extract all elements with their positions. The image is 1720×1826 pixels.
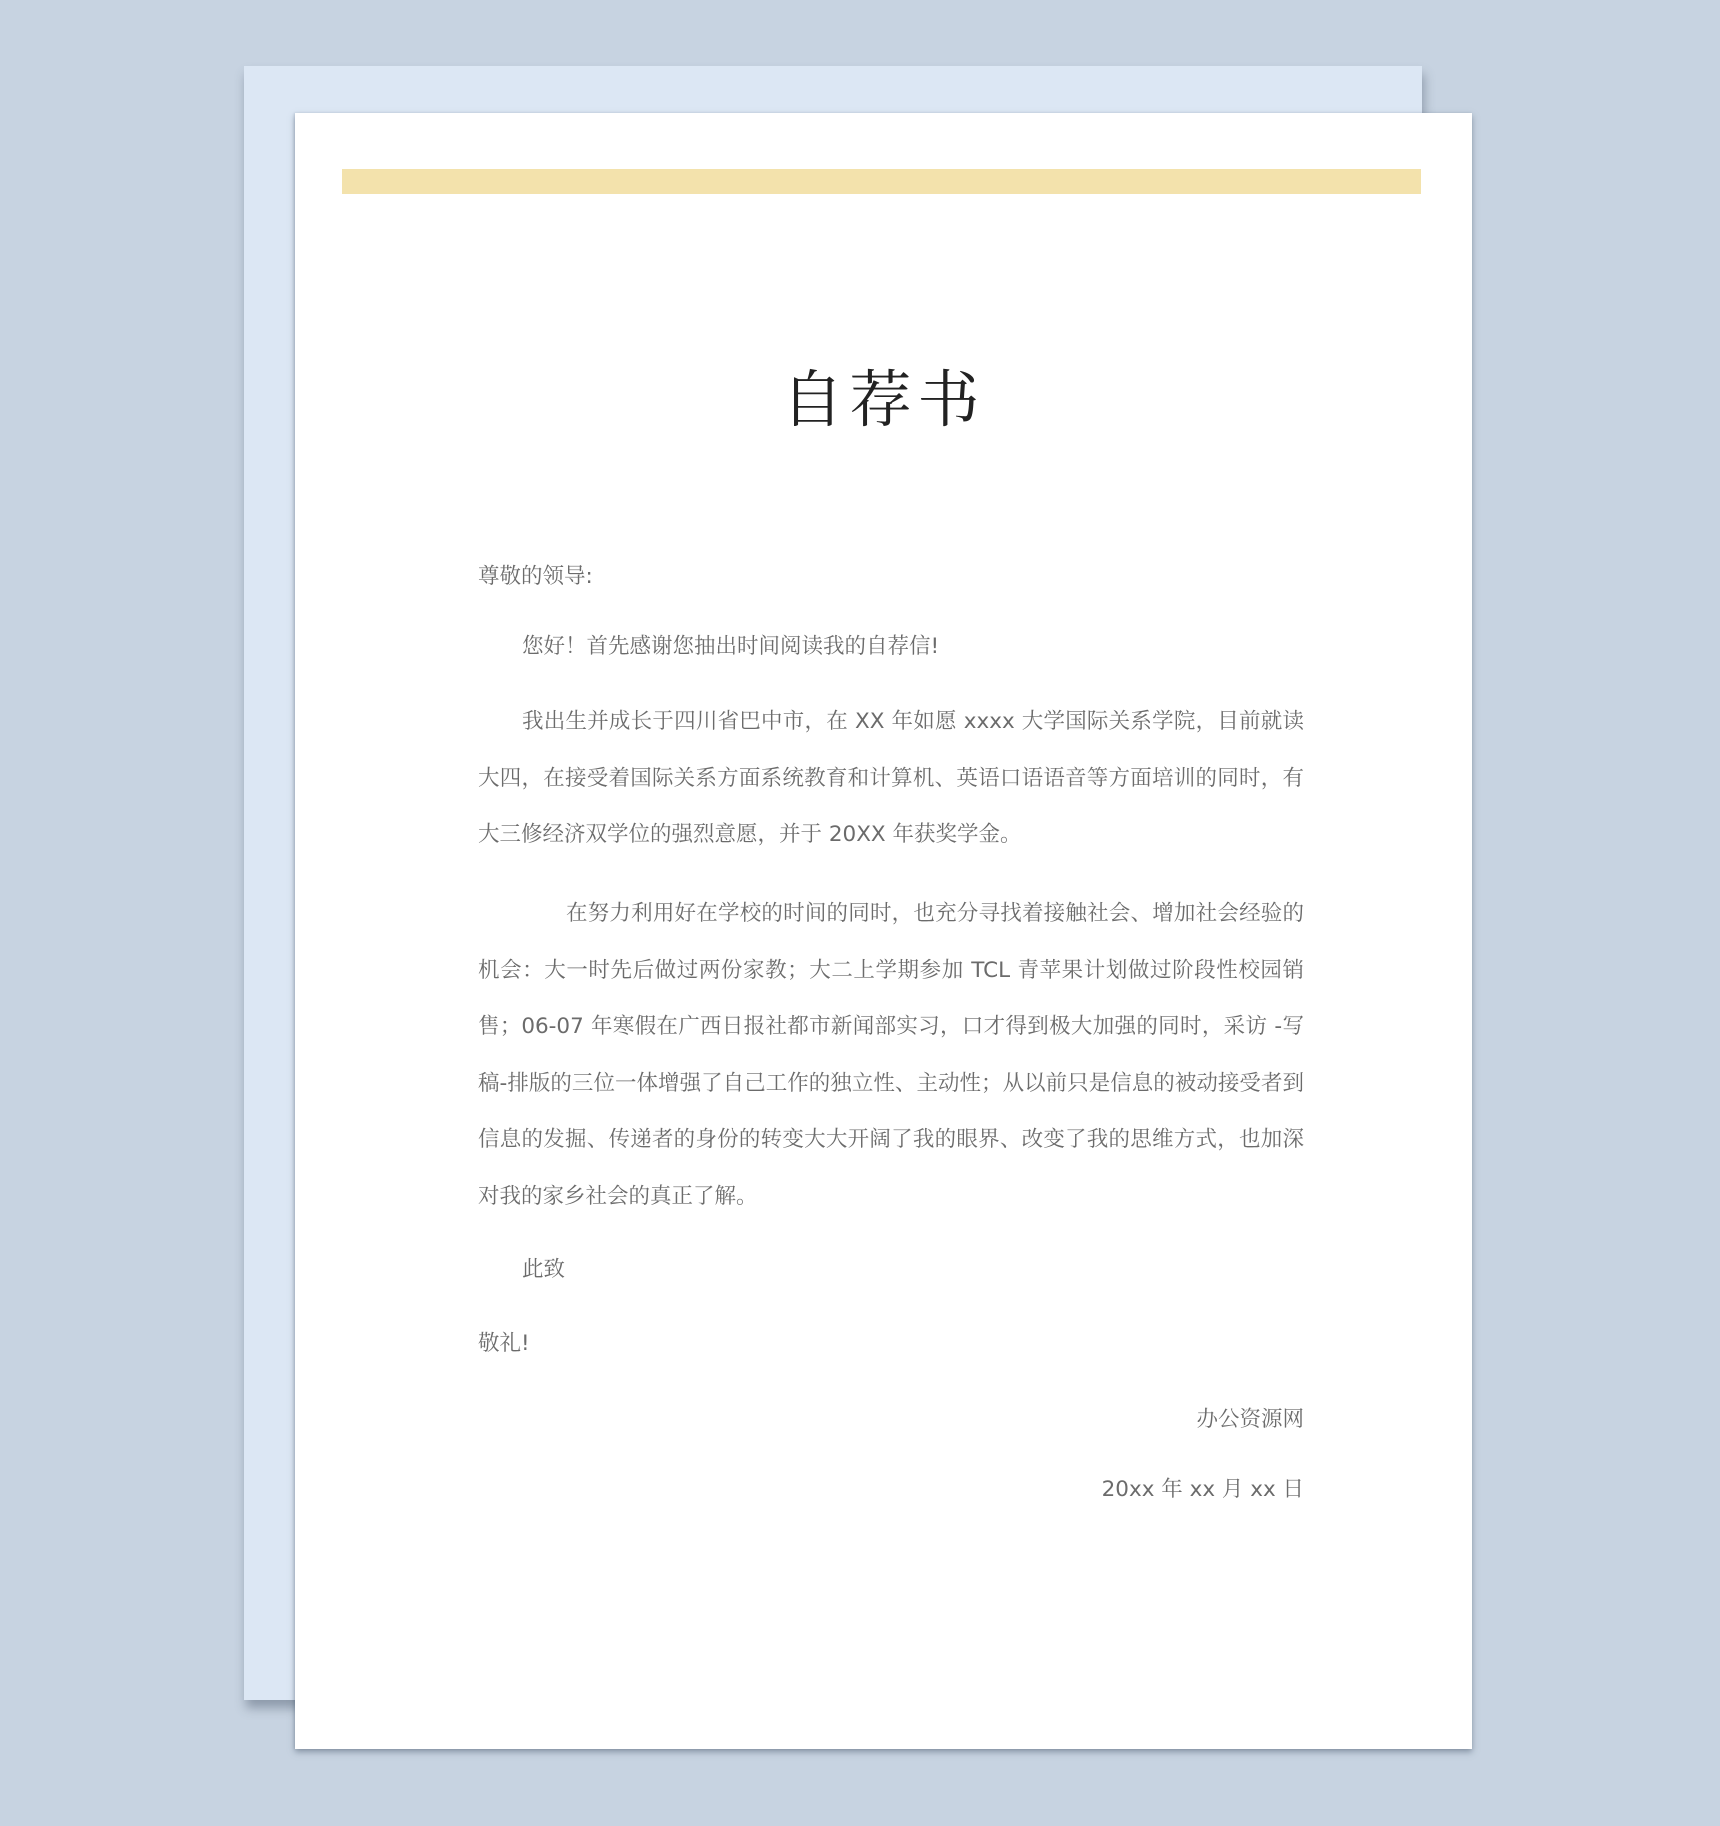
closing-line: 此致 bbox=[522, 1257, 566, 1282]
regards-line: 敬礼! bbox=[478, 1331, 530, 1356]
signature: 办公资源网 bbox=[1196, 1407, 1304, 1432]
paragraph-experience: 在努力利用好在学校的时间的同时，也充分寻找着接触社会、增加社会经验的机会：大一时先后做过两份家教；大二上学期参加 TCL 青苹果计划做过阶段性校园销售；06-07 年寒假在广西日报社都市新闻部实习，口才得到极大加强的同时，采访 -写稿-排版的三位一体增强了自己工作的独立性、主动性；从以前只是信息的被动接受者到信息的发掘、传递者的身份的转变大大开阔了我的眼界、改变了我的思维方式，也加深对我的家乡社会的真正了解。 bbox=[478, 901, 1304, 1209]
header-accent-bar bbox=[342, 169, 1421, 194]
date-line: 20xx 年 xx 月 xx 日 bbox=[1101, 1477, 1304, 1502]
salutation: 尊敬的领导: bbox=[478, 564, 593, 589]
paragraph-background: 我出生并成长于四川省巴中市，在 XX 年如愿 xxxx 大学国际关系学院，目前就读大四，在接受着国际关系方面系统教育和计算机、英语口语语音等方面培训的同时，有大三修经济双学位的强烈意愿，并于 20XX 年获奖学金。 bbox=[478, 709, 1304, 847]
paragraph-greeting: 您好！首先感谢您抽出时间阅读我的自荐信! bbox=[522, 634, 940, 659]
document-title: 自荐书 bbox=[781, 363, 986, 436]
